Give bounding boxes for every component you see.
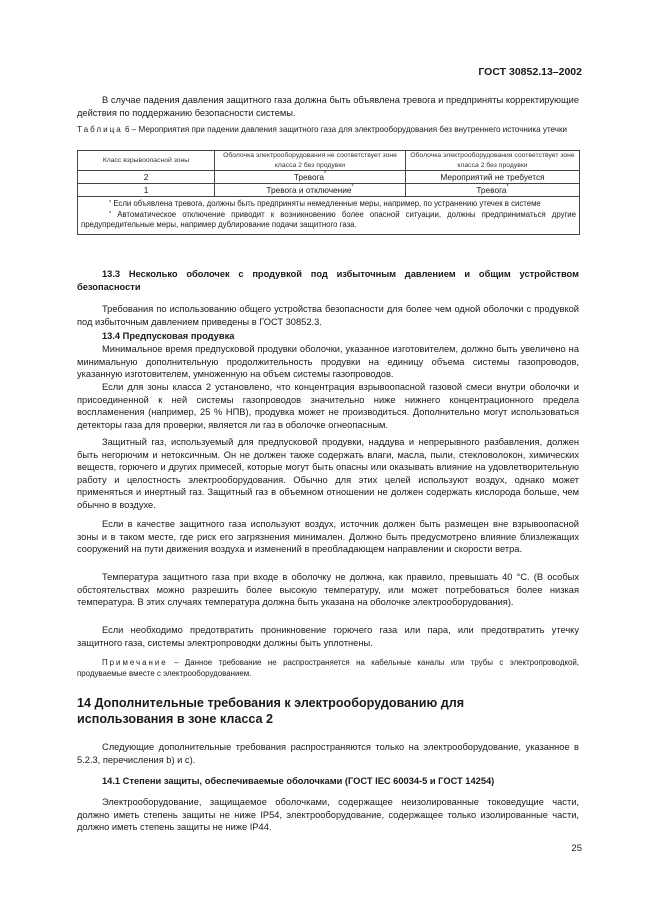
section-14-1-heading: 14.1 Степени защиты, обеспечиваемые оболочками (ГОСТ IEC 60034-5 и ГОСТ 14254) [102, 776, 495, 786]
footnote-mark: * [351, 184, 354, 190]
footnote-2-text: Автоматическое отключение приводит к возникновению более опасной ситуации, должны предприниматься другие предупредительные меры, например дублирование подачи защитного газа. [81, 209, 576, 230]
section-13-4-p6: Если необходимо предотвратить проникновение горючего газа или пара, или предотвратить утечку защитного газа, системы электропроводки должны быть уплотнены. [77, 625, 579, 648]
table-header-cell: Класс взрывоопасной зоны [78, 151, 215, 171]
section-13-3-heading: 13.3 Несколько оболочек с продувкой под избыточным давлением и общим устройством безопасности [77, 269, 579, 292]
table-caption [77, 125, 579, 136]
section-13-4-p4: Если в качестве защитного газа используют воздух, источник должен быть размещен вне взрывоопасной зоны и в таком месте, где риск его загрязнения минимален. Должно быть предусмотрено влияние близлежащих сооружений на пути движения воздуха и изменений в преобладающем направлении и скорости ветра. [77, 519, 579, 555]
section-13-4-p3: Защитный газ, используемый для предпусковой продувки, наддува и непрерывного разбавления, должен быть негорючим и нетоксичным. Он не должен также содержать влаги, масла, пыли, стекловолокон, химических веществ, горючего и других примесей, которые могут быть опасны или оказывать влияние на удовлетворительную работу и целостность электрооборудования. Обычно для этих целей используют воздух, однако может применяться и инертный газ. Защитный газ в объемном отношении не должен содержать кислорода больше, чем обычно в воздухе. [77, 437, 579, 510]
table-cell-text: Тревога [476, 185, 507, 195]
table-caption-label: Таблица [77, 125, 123, 134]
table-cell [215, 171, 406, 184]
section-14-heading: 14 Дополнительные требования к электрооборудованию для использования в зоне класса 2 [77, 696, 465, 726]
table-cell: 2 [78, 171, 215, 184]
table-cell-text: Тревога [293, 172, 325, 182]
table-header-cell: Оболочка электрооборудования не соответствует зоне класса 2 без продувки [215, 151, 406, 171]
section-13-4-p1: Минимальное время предпусковой продувки оболочки, указанное изготовителем, должно быть увеличено на минимальную дополнительную продолжительность продувки на единицу объема системы газопроводов, указанную изготовителем, умноженную на объем системы газопроводов. [77, 344, 579, 380]
standard-header: ГОСТ 30852.13–2002 [478, 66, 582, 78]
table-cell-text: Тревога и отключение [266, 185, 352, 195]
section-13-4-p5: Температура защитного газа при входе в оболочку не должна, как правило, превышать 40 °С. (В особых обстоятельствах можно разрешить более высокую температуру, или может потребоваться более низкая температура. В этих случаях температура должна быть указана на оболочке электрооборудования). [77, 572, 579, 608]
table-caption-text: 6 – Мероприятия при падении давления защитного газа для электрооборудования без внутреннего источника утечки [122, 125, 568, 134]
section-13-4-p2: Если для зоны класса 2 установлено, что концентрация взрывоопасной газовой смеси внутри оболочки и присоединенной к ней системы газопроводов значительно ниже нижнего концентрационного предела воспламенения (например, 25 % НПВ), продувка может не производиться. Дополнительно могут использоваться детекторы газа для проверки, является ли газ в оболочке огнеопасным. [77, 382, 579, 430]
note [77, 657, 579, 679]
footnote-1 [81, 199, 576, 210]
table-cell [406, 184, 580, 197]
note-text: – Данное требование не распространяется на кабельные каналы или трубы с электропроводкой, продуваемые вместе с электрооборудованием. [77, 658, 579, 678]
footnote-1-text: Если объявлена тревога, должны быть предприняты немедленные меры, например, по устранению утечек в системе [113, 199, 541, 208]
section-14-text: Следующие дополнительные требования распространяются только на электрооборудование, указанное в 5.2.3, перечисления b) и c). [77, 742, 579, 765]
section-13-4-heading: 13.4 Предпусковая продувка [102, 331, 235, 341]
footnote-mark: * [324, 171, 327, 177]
intro-paragraph: В случае падения давления защитного газа должна быть объявлена тревога и предприняты корректирующие действия по поддержанию безопасности системы. [77, 95, 579, 118]
footnote-2 [81, 210, 576, 231]
table-row [78, 184, 580, 197]
table-cell [215, 184, 406, 197]
section-13-3-text: Требования по использованию общего устройства безопасности для более чем одной оболочки с продувкой под избыточным давлением приведены в ГОСТ 30852.3. [77, 304, 579, 327]
table-row [78, 171, 580, 184]
footnote-mark: * [109, 200, 112, 206]
table-header-row [78, 151, 580, 171]
footnote-mark: * [506, 184, 509, 190]
table-cell: Мероприятий не требуется [406, 171, 580, 184]
table-cell: 1 [78, 184, 215, 197]
note-label: Примечание [102, 658, 168, 667]
footnote-mark: * [109, 210, 112, 217]
table-footnotes-row [78, 197, 580, 235]
table-footnotes [78, 197, 580, 235]
page-number: 25 [571, 843, 582, 854]
section-14-1-text: Электрооборудование, защищаемое оболочками, содержащее неизолированные токоведущие части, должно иметь степень защиты не ниже IP54, электрооборудование, содержащее только изолированные части, должно иметь степень защиты не ниже IP44. [77, 797, 579, 833]
table-6 [77, 150, 580, 235]
table-header-cell: Оболочка электрооборудования соответствует зоне класса 2 без продувки [406, 151, 580, 171]
